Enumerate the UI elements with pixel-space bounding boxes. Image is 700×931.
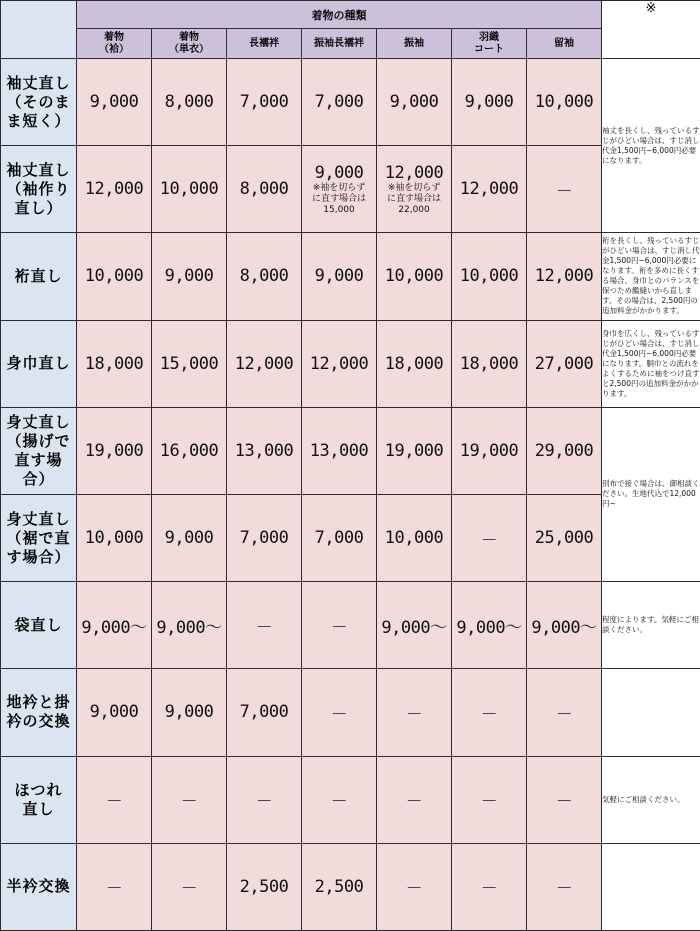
price-value: 7,000 <box>239 528 289 549</box>
price-value: 25,000 <box>534 528 594 549</box>
price-value: － <box>105 879 123 900</box>
column-header: 着物 （単衣） <box>152 29 227 59</box>
price-value: 2,500 <box>239 876 289 897</box>
price-value: 10,000 <box>84 528 144 549</box>
price-cell <box>152 669 227 756</box>
price-cell <box>77 233 152 320</box>
price-cell <box>227 669 302 756</box>
price-value: 15,000 <box>159 353 219 374</box>
column-header: 着物 （袷） <box>77 29 152 59</box>
price-value: 9,000～ <box>81 617 147 638</box>
price-value: 16,000 <box>159 440 219 461</box>
service-label: 半衿交換 <box>1 843 77 930</box>
table-row <box>1 146 700 233</box>
price-value: － <box>255 792 273 813</box>
price-cell <box>77 582 152 669</box>
price-value: － <box>480 530 498 551</box>
price-value: － <box>330 617 348 638</box>
price-value: － <box>555 181 573 202</box>
price-value: － <box>105 792 123 813</box>
price-cell <box>377 233 452 320</box>
price-cell <box>302 233 377 320</box>
column-header-row <box>1 29 700 59</box>
table-row <box>1 233 700 320</box>
price-value: 12,000 <box>309 353 369 374</box>
price-cell <box>527 843 602 930</box>
price-value: 18,000 <box>84 353 144 374</box>
price-value: 27,000 <box>534 353 594 374</box>
price-value: 12,000 <box>84 179 144 200</box>
price-value: 12,000 <box>384 162 444 183</box>
price-cell <box>377 582 452 669</box>
price-cell <box>227 320 302 407</box>
column-header: 振袖長襦袢 <box>302 29 377 59</box>
price-value: 19,000 <box>84 440 144 461</box>
price-value: 9,000 <box>164 266 214 287</box>
price-cell <box>77 407 152 494</box>
price-cell <box>77 320 152 407</box>
service-label: ほつれ 直し <box>1 756 77 843</box>
note-cell <box>602 669 700 756</box>
price-value: 9,000～ <box>381 617 447 638</box>
price-cell <box>527 320 602 407</box>
price-value: 19,000 <box>384 440 444 461</box>
price-value: 10,000 <box>84 266 144 287</box>
price-cell <box>452 407 527 494</box>
price-cell <box>227 146 302 233</box>
price-footnote: ※袖を切らず に直す場合は 15,000 <box>311 182 366 215</box>
price-cell <box>377 756 452 843</box>
price-value: 12,000 <box>534 266 594 287</box>
price-cell <box>452 669 527 756</box>
price-cell <box>452 843 527 930</box>
price-value: 10,000 <box>459 266 519 287</box>
note-cell <box>602 843 700 930</box>
price-cell <box>527 669 602 756</box>
price-cell <box>452 494 527 581</box>
price-value: 7,000 <box>314 92 364 113</box>
price-cell <box>152 59 227 146</box>
price-value: － <box>555 792 573 813</box>
price-cell <box>527 407 602 494</box>
price-value: 10,000 <box>159 179 219 200</box>
note-cell: 裄を長くし、残っているすじがひどい場合は、すじ消し代金1,500円~6,000円必要になります。裄を多めに長くする場合、身巾とのバランスを保つため繿縫いから直します。その場合は、2,500円の追加料金がかかります。 <box>602 233 700 320</box>
price-value: 9,000 <box>314 162 364 183</box>
price-cell <box>302 407 377 494</box>
column-header: 振袖 <box>377 29 452 59</box>
price-cell <box>227 756 302 843</box>
price-value: － <box>480 879 498 900</box>
table-row <box>1 59 700 146</box>
price-footnote: ※袖を切らず に直す場合は 22,000 <box>386 182 441 215</box>
table-body <box>1 59 700 931</box>
price-cell <box>152 233 227 320</box>
price-cell <box>77 843 152 930</box>
price-cell <box>302 756 377 843</box>
table-row <box>1 582 700 669</box>
price-value: 12,000 <box>234 353 294 374</box>
table-row <box>1 669 700 756</box>
price-cell <box>152 494 227 581</box>
price-cell <box>527 146 602 233</box>
price-cell <box>377 494 452 581</box>
price-cell <box>302 320 377 407</box>
price-value: 9,000 <box>89 702 139 723</box>
price-cell <box>77 756 152 843</box>
table-row <box>1 320 700 407</box>
service-label: 袖丈直し （そのま ま短く） <box>1 59 77 146</box>
price-cell <box>77 146 152 233</box>
price-cell <box>77 494 152 581</box>
price-value: － <box>330 704 348 725</box>
price-value: － <box>330 792 348 813</box>
price-value: 19,000 <box>459 440 519 461</box>
price-value: 9,000～ <box>531 617 597 638</box>
price-value: 10,000 <box>384 266 444 287</box>
price-cell <box>152 843 227 930</box>
price-cell <box>227 407 302 494</box>
price-cell <box>152 407 227 494</box>
column-header: 羽織 コート <box>452 29 527 59</box>
price-value: － <box>480 792 498 813</box>
price-value: 9,000 <box>164 528 214 549</box>
price-cell <box>452 233 527 320</box>
service-label: 裄直し <box>1 233 77 320</box>
price-cell <box>377 59 452 146</box>
price-cell <box>527 582 602 669</box>
price-value: 9,000～ <box>156 617 222 638</box>
note-cell: 別布で接ぐ場合は、御相談ください。生地代込で12,000円~ <box>602 407 700 581</box>
price-value: 7,000 <box>239 92 289 113</box>
notes-header: ※ <box>602 1 700 59</box>
price-cell <box>302 582 377 669</box>
price-cell <box>452 320 527 407</box>
price-value: 10,000 <box>384 528 444 549</box>
service-label: 身丈直し （裾で直 す場合） <box>1 494 77 581</box>
price-value: 9,000 <box>314 266 364 287</box>
price-value: 18,000 <box>459 353 519 374</box>
table-row <box>1 756 700 843</box>
price-value: 29,000 <box>534 440 594 461</box>
price-cell <box>377 320 452 407</box>
price-value: － <box>405 879 423 900</box>
price-value: － <box>480 704 498 725</box>
price-cell <box>152 146 227 233</box>
price-cell <box>302 669 377 756</box>
price-cell <box>452 59 527 146</box>
price-cell <box>452 756 527 843</box>
price-cell <box>302 146 377 233</box>
price-value: － <box>555 704 573 725</box>
price-cell <box>377 407 452 494</box>
price-cell <box>227 582 302 669</box>
price-value: － <box>405 704 423 725</box>
price-value: 8,000 <box>239 266 289 287</box>
price-cell <box>452 146 527 233</box>
price-cell <box>452 582 527 669</box>
price-cell <box>377 843 452 930</box>
column-header: 長襦袢 <box>227 29 302 59</box>
price-cell <box>227 233 302 320</box>
table-row <box>1 494 700 581</box>
price-cell <box>527 756 602 843</box>
price-cell <box>377 146 452 233</box>
price-cell <box>302 843 377 930</box>
price-value: 9,000 <box>89 92 139 113</box>
note-cell: 袖丈を長くし、残っているすじがひどい場合は、すじ消し代金1,500円~6,000円必要になります。 <box>602 59 700 233</box>
price-cell <box>152 320 227 407</box>
price-cell <box>377 669 452 756</box>
price-cell <box>527 494 602 581</box>
service-label: 袖丈直し （袖作り 直し） <box>1 146 77 233</box>
price-value: 8,000 <box>239 179 289 200</box>
price-value: － <box>180 792 198 813</box>
price-cell <box>527 233 602 320</box>
price-value: 8,000 <box>164 92 214 113</box>
price-cell <box>152 582 227 669</box>
price-value: 13,000 <box>309 440 369 461</box>
price-value: － <box>555 879 573 900</box>
price-value: 2,500 <box>314 876 364 897</box>
price-cell <box>227 59 302 146</box>
note-cell: 程度によります。気軽にご相談ください。 <box>602 582 700 669</box>
note-cell: 気軽にご相談ください。 <box>602 756 700 843</box>
price-value: 9,000 <box>164 702 214 723</box>
service-label: 地衿と掛 衿の交換 <box>1 669 77 756</box>
service-label: 身巾直し <box>1 320 77 407</box>
price-cell <box>77 59 152 146</box>
service-label: 袋直し <box>1 582 77 669</box>
price-value: 9,000 <box>464 92 514 113</box>
service-label: 身丈直し （揚げで 直す場 合） <box>1 407 77 494</box>
column-header: 留袖 <box>527 29 602 59</box>
price-value: 12,000 <box>459 179 519 200</box>
price-value: － <box>180 879 198 900</box>
price-value: 9,000～ <box>456 617 522 638</box>
price-value: 7,000 <box>314 528 364 549</box>
price-value: 10,000 <box>534 92 594 113</box>
price-cell <box>77 669 152 756</box>
price-cell <box>227 843 302 930</box>
price-value: 9,000 <box>389 92 439 113</box>
corner-cell <box>1 1 77 59</box>
price-cell <box>227 494 302 581</box>
price-cell <box>302 494 377 581</box>
price-value: － <box>255 617 273 638</box>
price-value: 18,000 <box>384 353 444 374</box>
price-value: 7,000 <box>239 702 289 723</box>
price-cell <box>152 756 227 843</box>
table-row <box>1 407 700 494</box>
table-row <box>1 843 700 930</box>
price-value: － <box>405 792 423 813</box>
note-cell: 身巾を広くし、残っているすじがひどい場合は、すじ消し代金1,500円~6,000円必要になります。胴巾との流れをよくするために袖をつけ直すと2,500円の追加料金がかかります。 <box>602 320 700 407</box>
price-value: 13,000 <box>234 440 294 461</box>
price-cell <box>302 59 377 146</box>
kimono-type-header: 着物の種類 <box>77 1 602 29</box>
price-cell <box>527 59 602 146</box>
